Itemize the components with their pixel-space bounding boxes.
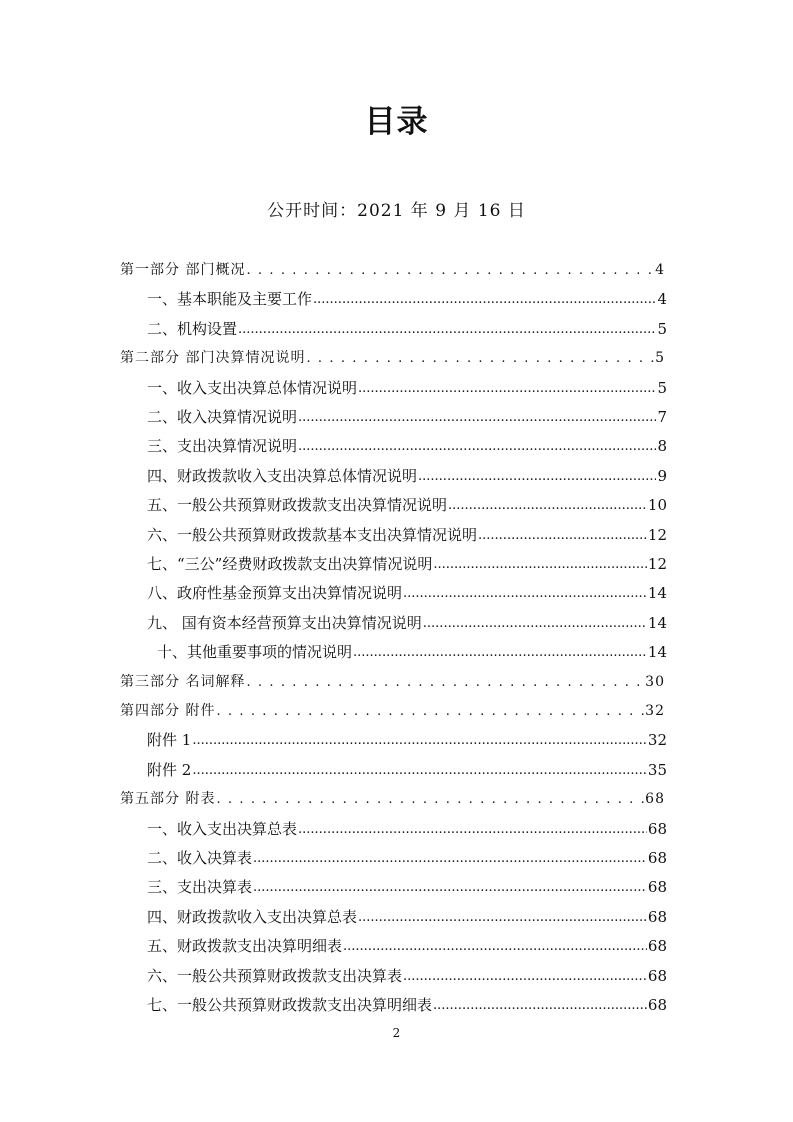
toc-dot-leader xyxy=(192,730,647,750)
toc-entry[interactable] xyxy=(147,993,667,1015)
toc-entry-label: 二、收入决算表 xyxy=(147,849,253,867)
toc-entry-label: 六、一般公共预算财政拨款基本支出决算情况说明 xyxy=(147,525,478,544)
toc-entry-page: 5 xyxy=(657,378,667,397)
toc-entry-label: 二、收入决算情况说明 xyxy=(147,408,298,426)
toc-entry[interactable] xyxy=(147,728,667,750)
toc-dot-leader xyxy=(343,936,647,956)
toc-entry-page: 68 xyxy=(647,849,667,867)
toc-entry-label: 第三部分 名词解释 xyxy=(120,673,246,690)
toc-entry-label: 四、财政拨款收入支出决算总体情况说明 xyxy=(147,466,418,485)
toc-entry[interactable] xyxy=(147,405,667,427)
toc-dot-leader xyxy=(306,348,654,368)
toc-dot-leader xyxy=(448,495,647,515)
toc-dot-leader xyxy=(246,672,644,692)
toc-entry-label: 一、收入支出决算总体情况说明 xyxy=(147,378,358,397)
toc-entry-label: 附件 2 xyxy=(147,760,192,779)
toc-dot-leader xyxy=(478,525,647,545)
toc-entry[interactable] xyxy=(147,523,667,545)
toc-dot-leader xyxy=(403,583,647,603)
toc-entry-page: 5 xyxy=(655,350,665,367)
toc-dot-leader xyxy=(298,407,656,427)
toc-entry-page: 35 xyxy=(647,760,667,779)
toc-dot-leader xyxy=(192,760,647,780)
toc-entry[interactable] xyxy=(120,346,665,368)
toc-entry[interactable] xyxy=(120,787,665,809)
toc-entry-label: 一、基本职能及主要工作 xyxy=(147,290,313,309)
toc-entry[interactable] xyxy=(147,434,667,456)
toc-entry-label: 三、支出决算情况说明 xyxy=(147,437,298,456)
toc-dot-leader xyxy=(433,554,647,574)
toc-entry-page: 30 xyxy=(645,673,665,690)
toc-dot-leader xyxy=(298,436,656,456)
publish-date: 公开时间：2021 年 9 月 16 日 xyxy=(267,201,526,221)
toc-entry[interactable] xyxy=(147,581,667,603)
toc-entry-page: 32 xyxy=(647,731,667,750)
toc-entry[interactable] xyxy=(157,640,667,662)
toc-entry-label: 第四部分 附件 xyxy=(120,703,216,719)
toc-entry-label: 附件 1 xyxy=(147,731,192,750)
toc-entry-page: 14 xyxy=(647,584,667,603)
toc-entry-page: 8 xyxy=(657,437,667,456)
toc-entry-label: 九、 国有资本经营预算支出决算情况说明 xyxy=(147,613,422,632)
toc-entry[interactable] xyxy=(147,875,667,897)
toc-entry-label: 三、支出决算表 xyxy=(147,878,253,897)
toc-dot-leader xyxy=(423,613,647,633)
toc-entry[interactable] xyxy=(147,376,667,398)
toc-entry-page: 68 xyxy=(647,819,667,838)
toc-entry[interactable] xyxy=(147,934,667,956)
page-title: 目录 xyxy=(364,104,429,140)
toc-dot-leader xyxy=(253,877,647,897)
toc-entry-page: 14 xyxy=(647,613,667,632)
toc-entry[interactable] xyxy=(147,817,667,839)
toc-entry-label: 八、政府性基金预算支出决算情况说明 xyxy=(147,584,403,603)
toc-dot-leader xyxy=(403,966,647,986)
toc-entry[interactable] xyxy=(120,699,665,721)
toc-entry-label: 一、收入支出决算总表 xyxy=(147,819,298,838)
toc-entry-label: 十、其他重要事项的情况说明 xyxy=(157,643,353,662)
toc-entry[interactable] xyxy=(120,670,665,692)
toc-entry-page: 4 xyxy=(657,290,667,309)
toc-entry[interactable] xyxy=(120,258,665,280)
toc-entry-page: 68 xyxy=(645,791,665,808)
toc-entry-page: 32 xyxy=(645,703,665,719)
toc-dot-leader xyxy=(358,907,647,927)
toc-entry[interactable] xyxy=(147,846,667,868)
toc-dot-leader xyxy=(353,642,647,662)
toc-entry-label: 七、一般公共预算财政拨款支出决算明细表 xyxy=(147,996,433,1014)
toc-dot-leader xyxy=(253,848,647,868)
toc-entry[interactable] xyxy=(147,493,667,515)
toc-entry-page: 68 xyxy=(647,966,667,985)
toc-entry-page: 68 xyxy=(647,937,667,956)
toc-entry[interactable] xyxy=(147,317,667,339)
toc-dot-leader xyxy=(358,378,656,398)
toc-entry-label: 四、财政拨款收入支出决算总表 xyxy=(147,907,358,926)
toc-entry-label: 二、机构设置 xyxy=(147,319,238,338)
toc-entry[interactable] xyxy=(147,552,667,574)
toc-entry-label: 第一部分 部门概况 xyxy=(120,262,246,278)
toc-dot-leader xyxy=(238,319,656,339)
toc-entry-page: 5 xyxy=(657,319,667,338)
toc-entry-label: 五、财政拨款支出决算明细表 xyxy=(147,937,343,956)
toc-entry-label: 第五部分 附表 xyxy=(120,791,216,808)
toc-entry-page: 10 xyxy=(647,496,667,515)
toc-entry[interactable] xyxy=(147,611,667,633)
toc-dot-leader xyxy=(313,289,656,309)
toc-entry-page: 12 xyxy=(647,555,667,573)
toc-dot-leader xyxy=(216,701,644,721)
toc-entry[interactable] xyxy=(147,905,667,927)
toc-entry-label: 第二部分 部门决算情况说明 xyxy=(120,350,306,367)
toc-entry-page: 7 xyxy=(657,408,667,426)
toc-entry-page: 12 xyxy=(647,525,667,544)
toc-entry[interactable] xyxy=(147,464,667,486)
toc-entry[interactable] xyxy=(147,964,667,986)
toc-entry-page: 68 xyxy=(647,907,667,926)
toc-entry-page: 68 xyxy=(647,996,667,1014)
toc-entry-page: 9 xyxy=(657,466,667,485)
page-number: 2 xyxy=(392,1026,401,1040)
toc-entry-page: 68 xyxy=(647,878,667,897)
toc-dot-leader xyxy=(216,789,644,809)
toc-dot-leader xyxy=(298,819,647,839)
toc-entry-label: 六、一般公共预算财政拨款支出决算表 xyxy=(147,966,403,985)
toc-dot-leader xyxy=(433,995,647,1015)
toc-entry-label: 七、“三公”经费财政拨款支出决算情况说明 xyxy=(147,555,433,573)
toc-entry-label: 五、一般公共预算财政拨款支出决算情况说明 xyxy=(147,496,448,515)
toc-entry[interactable] xyxy=(147,287,667,309)
toc-dot-leader xyxy=(246,260,654,280)
toc-entry-page: 14 xyxy=(647,643,667,662)
toc-dot-leader xyxy=(418,466,656,486)
toc-entry-page: 4 xyxy=(655,262,665,278)
toc-entry[interactable] xyxy=(147,758,667,780)
